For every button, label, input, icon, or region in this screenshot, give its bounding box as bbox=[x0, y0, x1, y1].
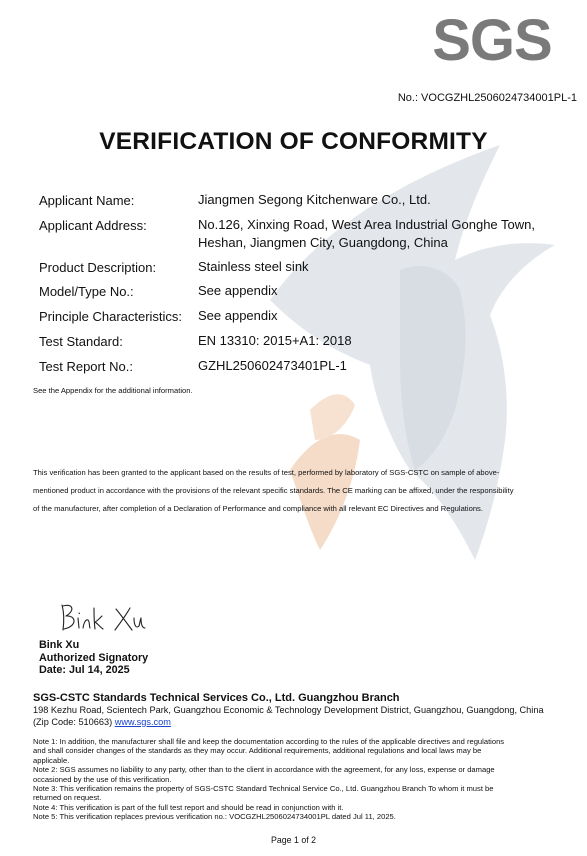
applicant-name-label: Applicant Name: bbox=[39, 193, 135, 208]
signatory-date: Date: Jul 14, 2025 bbox=[39, 664, 130, 676]
handwritten-signature bbox=[58, 600, 148, 636]
applicant-address-value-line2: Heshan, Jiangmen City, Guangdong, China bbox=[198, 235, 448, 250]
principle-characteristics-value: See appendix bbox=[198, 308, 278, 323]
document-title: VERIFICATION OF CONFORMITY bbox=[99, 128, 488, 155]
note-line: Note 3: This verification remains the property of SGS-CSTC Standard Technical Service Co., Ltd. Guangzhou Branch To whom it must be bbox=[33, 784, 494, 794]
verification-statement bbox=[33, 464, 578, 517]
note-line: returned on request. bbox=[33, 793, 102, 803]
page-number: Page 1 of 2 bbox=[271, 835, 316, 845]
address-line: 198 Kezhu Road, Scientech Park, Guangzhou Economic & Technology Development District, Guangzhou, Guangdong, China bbox=[33, 705, 544, 715]
applicant-address-label: Applicant Address: bbox=[39, 218, 147, 233]
signatory-title: Authorized Signatory bbox=[39, 652, 149, 664]
note-line: Note 5: This verification replaces previous verification no.: VOCGZHL2506024734001PL dated Jul 11, 2025. bbox=[33, 812, 396, 822]
model-type-label: Model/Type No.: bbox=[39, 284, 134, 299]
note-line: occasioned by the use of this verification. bbox=[33, 774, 172, 784]
company-address bbox=[33, 705, 578, 728]
test-report-value: GZHL250602473401PL-1 bbox=[198, 358, 347, 373]
product-description-value: Stainless steel sink bbox=[198, 259, 309, 274]
appendix-note: See the Appendix for the additional information. bbox=[33, 386, 193, 395]
note-line: Note 1: In addition, the manufacturer shall file and keep the documentation according to the rules of the applicable directives and regulations bbox=[33, 737, 505, 746]
verification-line: of the manufacturer, after completion of a Declaration of Performance and compliance with all relevant EC Directives and Regulations. bbox=[33, 503, 483, 513]
applicant-name-value: Jiangmen Segong Kitchenware Co., Ltd. bbox=[198, 192, 431, 207]
notes-section bbox=[33, 737, 573, 822]
sgs-logo bbox=[428, 10, 556, 68]
principle-characteristics-label: Principle Characteristics: bbox=[39, 309, 183, 324]
company-name: SGS-CSTC Standards Technical Services Co., Ltd. Guangzhou Branch bbox=[33, 692, 400, 704]
note-line: Note 4: This verification is part of the full test report and should be read in conjunction with it. bbox=[33, 802, 344, 812]
note-line: Note 2: SGS assumes no liability to any party, other than to the client in accordance with the agreement, for any loss, expense or damage bbox=[33, 765, 495, 775]
watermark-tail-orange-2 bbox=[310, 394, 355, 440]
test-standard-value: EN 13310: 2015+A1: 2018 bbox=[198, 333, 352, 348]
note-line: applicable. bbox=[33, 755, 70, 765]
verification-line: This verification has been granted to the applicant based on the results of test, performed by laboratory of SGS-CSTC on sample of above- bbox=[33, 468, 500, 477]
applicant-address-value: No.126, Xinxing Road, West Area Industrial Gonghe Town, bbox=[198, 217, 535, 232]
address-line-2 bbox=[33, 717, 578, 729]
product-description-label: Product Description: bbox=[39, 260, 157, 275]
note-line: and shall consider changes of the standards as they may occur. Additional requirements, additional regulations and local laws may be bbox=[33, 746, 482, 756]
sgs-logo-text: SGS bbox=[432, 10, 552, 68]
test-standard-label: Test Standard: bbox=[39, 334, 123, 349]
verification-line: mentioned product in accordance with the provisions of the relevant specific standards. The CE marking can be affixed, under the responsibility bbox=[33, 485, 514, 495]
signatory-name: Bink Xu bbox=[39, 639, 80, 651]
document-number: No.: VOCGZHL2506024734001PL-1 bbox=[397, 92, 577, 104]
zip-code: (Zip Code: 510663) bbox=[33, 716, 113, 727]
test-report-label: Test Report No.: bbox=[39, 359, 133, 374]
website-link[interactable]: www.sgs.com bbox=[114, 716, 171, 727]
model-type-value: See appendix bbox=[198, 283, 278, 298]
